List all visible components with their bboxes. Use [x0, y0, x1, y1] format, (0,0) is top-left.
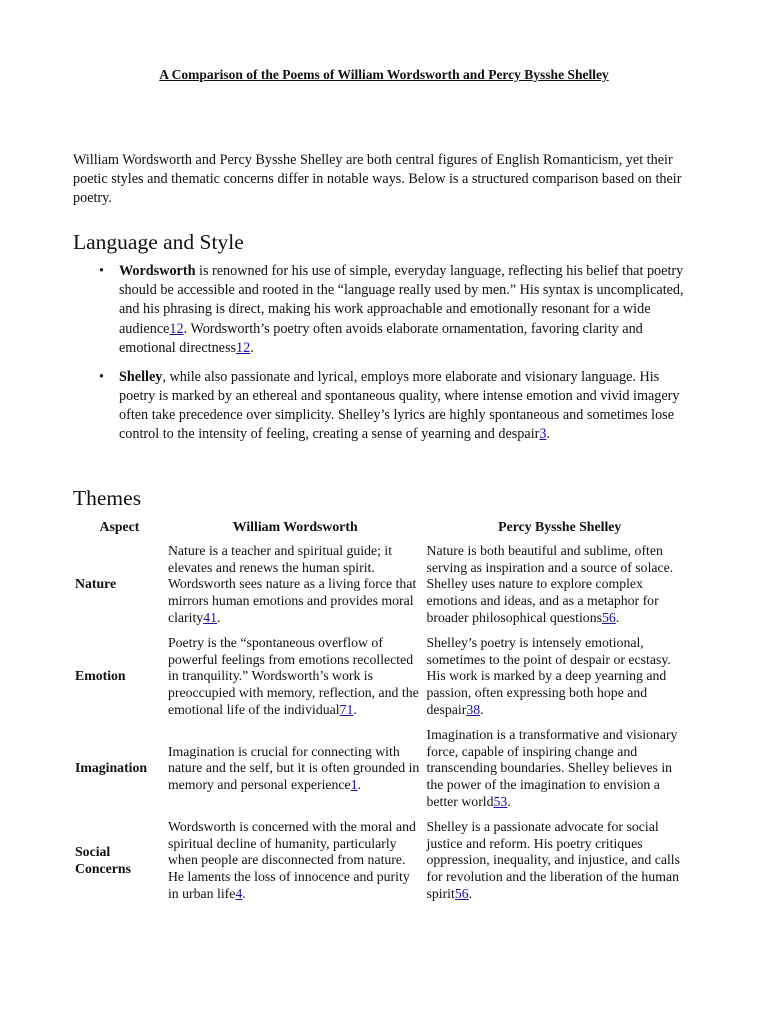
citation-link[interactable]: 12 [169, 320, 184, 337]
wordsworth-cell [166, 815, 425, 907]
bullet-icon: • [99, 263, 104, 279]
citation-link[interactable]: 12 [236, 339, 251, 356]
header-shelley: Percy Bysshe Shelley [498, 519, 622, 534]
language-style-list [73, 262, 695, 454]
header-wordsworth: William Wordsworth [232, 519, 358, 534]
shelley-cell [424, 631, 695, 723]
cell-text: Nature is a teacher and spiritual guide; it elevates and renews the human spirit. Wordsworth sees nature as a living force that mirrors human emotions and provides moral clarity [167, 542, 417, 625]
aspect-cell: Imagination [75, 760, 148, 776]
poet-name-shelley: Shelley [119, 368, 163, 385]
poet-name-wordsworth: Wordsworth [119, 263, 196, 279]
aspect-cell: Social Concerns [75, 843, 131, 876]
citation-link[interactable]: 3 [539, 426, 547, 443]
citation-link[interactable]: 53 [493, 793, 508, 809]
citation-link[interactable]: 71 [339, 701, 354, 717]
citation-link[interactable]: 38 [466, 701, 481, 717]
cell-period: . [615, 609, 620, 625]
cell-period: . [480, 701, 484, 717]
list-item-shelley [73, 368, 695, 445]
section-heading-themes: Themes [73, 486, 142, 510]
wordsworth-cell [166, 723, 425, 815]
sentence-end: . [546, 426, 551, 443]
shelley-cell [424, 815, 695, 907]
cell-period: . [468, 885, 473, 901]
bullet-icon: • [99, 368, 104, 385]
shelley-cell [424, 723, 695, 815]
cell-text: Shelley is a passionate advocate for social justice and reform. His poetry critiques oppression, inequality, and injustice, and calls for revolution and the liberation of the human spirit [426, 818, 681, 901]
citation-link[interactable]: 1 [350, 777, 358, 793]
sentence-end: . [250, 339, 254, 356]
header-aspect: Aspect [99, 519, 140, 534]
themes-table [73, 516, 695, 907]
table-header-row [73, 516, 695, 539]
shelley-cell [424, 539, 695, 631]
wordsworth-cell [166, 539, 425, 631]
citation-link[interactable]: 56 [454, 885, 469, 901]
citation-link[interactable]: 4 [235, 885, 243, 901]
aspect-cell: Nature [75, 576, 117, 592]
wordsworth-cell [166, 631, 425, 723]
aspect-cell: Emotion [75, 668, 126, 684]
cell-text: Wordsworth is concerned with the moral and spiritual decline of humanity, particularly when people are disconnected from nature. He laments the loss of innocence and purity in urban life [167, 818, 416, 901]
table-row [73, 815, 695, 907]
cell-text: Shelley’s poetry is intensely emotional, sometimes to the point of despair or ecstasy. His work is marked by a deep yearning and passion, often expressing both hope and despair [426, 634, 671, 717]
list-item-wordsworth [73, 262, 695, 358]
document-title: A Comparison of the Poems of William Wordsworth and Percy Bysshe Shelley [159, 67, 609, 82]
cell-text: Imagination is a transformative and visionary force, capable of inspiring change and transcending boundaries. Shelley believes in the power of the imagination to envision a better world [426, 726, 678, 809]
cell-period: . [217, 609, 221, 625]
wordsworth-text-2: . Wordsworth’s poetry often avoids elaborate ornamentation, favoring clarity and emotional directness [119, 320, 643, 356]
cell-period: . [353, 701, 357, 717]
cell-period: . [357, 777, 362, 793]
wordsworth-text-1: is renowned for his use of simple, everyday language, reflecting his belief that poetry should be accessible and rooted in the “language really used by men.” His syntax is uncomplicated, and his phrasing is direct, making his work approachable and emotionally resonant for a wide audience [119, 263, 684, 337]
intro-paragraph: William Wordsworth and Percy Bysshe Shelley are both central figures of English Romanticism, yet their poetic styles and thematic concerns differ in notable ways. Below is a structured comparison based on their poetry. [73, 152, 682, 207]
cell-period: . [507, 793, 511, 809]
table-row [73, 539, 695, 631]
citation-link[interactable]: 56 [601, 609, 616, 625]
table-row [73, 723, 695, 815]
table-row [73, 631, 695, 723]
section-heading-language-style: Language and Style [73, 230, 244, 254]
cell-text: Poetry is the “spontaneous overflow of powerful feelings from emotions recollected in tranquility.” Wordsworth’s work is preoccupied with memory, reflection, and the emotional life of the individual [167, 634, 419, 717]
cell-period: . [242, 885, 246, 901]
cell-text: Nature is both beautiful and sublime, often serving as inspiration and a source of solace. Shelley uses nature to explore complex emotions and ideas, and as a metaphor for broader philosophical questions [426, 542, 674, 625]
shelley-text-1: , while also passionate and lyrical, employs more elaborate and visionary language. His poetry is marked by an ethereal and spontaneous quality, where intense emotion and vivid imagery often take precedence over simplicity. Shelley’s lyrics are highly spontaneous and sometimes lose control to the intensity of feeling, creating a sense of yearning and despair [119, 368, 680, 443]
citation-link[interactable]: 41 [203, 609, 217, 625]
cell-text: Imagination is crucial for connecting with nature and the self, but it is often grounded in memory and personal experience [167, 743, 420, 793]
